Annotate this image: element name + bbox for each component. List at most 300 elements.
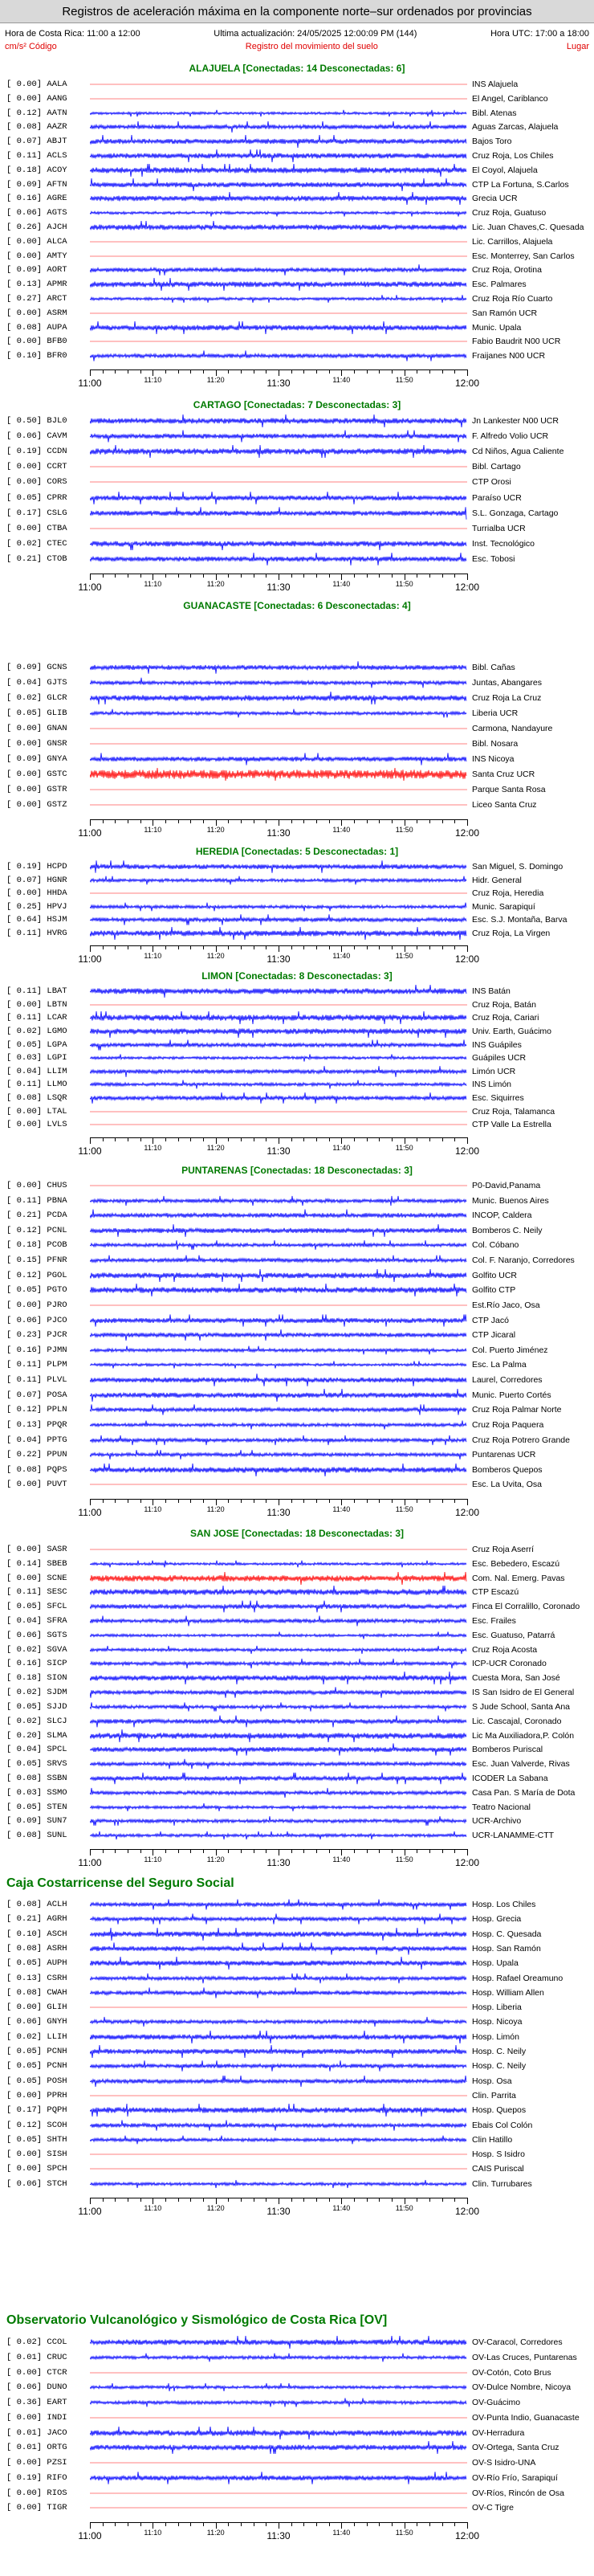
station-location: Lic. Juan Chaves,C. Quesada bbox=[472, 222, 584, 232]
axis-label: 11:20 bbox=[206, 826, 225, 834]
station-code: [ 0.07] ABJT bbox=[6, 137, 67, 147]
seismic-trace bbox=[90, 1268, 467, 1283]
station-code: [ 0.02] LGMO bbox=[6, 1026, 67, 1036]
station-row[interactable] bbox=[6, 886, 592, 900]
seismic-trace bbox=[90, 2380, 467, 2394]
station-row[interactable] bbox=[6, 134, 592, 149]
seismic-trace bbox=[90, 1402, 467, 1417]
axis-label: 11:10 bbox=[144, 580, 162, 588]
section-title: CARTAGO [Conectadas: 7 Desconectadas: 3] bbox=[193, 399, 401, 410]
utc-time: Hora UTC: 17:00 a 18:00 bbox=[490, 29, 589, 39]
station-row[interactable] bbox=[6, 1571, 592, 1586]
section-title: GUANACASTE [Conectadas: 6 Desconectadas: 4] bbox=[183, 600, 411, 611]
station-row[interactable] bbox=[6, 926, 592, 941]
station-row[interactable] bbox=[6, 1729, 592, 1743]
seismic-trace bbox=[90, 859, 467, 874]
seismic-trace bbox=[90, 798, 467, 812]
station-row[interactable] bbox=[6, 2440, 592, 2455]
seismic-trace bbox=[90, 1194, 467, 1208]
station-row[interactable] bbox=[6, 2088, 592, 2103]
station-row[interactable] bbox=[6, 1418, 592, 1432]
seismic-trace bbox=[90, 1447, 467, 1462]
station-row[interactable] bbox=[6, 1373, 592, 1387]
axis-label: 11:50 bbox=[395, 1144, 413, 1152]
seismic-trace bbox=[90, 998, 467, 1012]
station-code: [ 0.11] SESC bbox=[6, 1587, 67, 1598]
seismic-trace bbox=[90, 2366, 467, 2380]
station-row[interactable] bbox=[6, 263, 592, 277]
station-location: Esc. La Palma bbox=[472, 1360, 527, 1370]
station-code: [ 0.06] DUNO bbox=[6, 2382, 67, 2393]
station-row[interactable] bbox=[6, 2118, 592, 2133]
station-row[interactable] bbox=[6, 235, 592, 249]
station-location: Univ. Earth, Guácimo bbox=[472, 1026, 552, 1036]
station-row[interactable] bbox=[6, 1557, 592, 1571]
station-row[interactable] bbox=[6, 1238, 592, 1252]
station-row[interactable] bbox=[6, 206, 592, 220]
station-row[interactable] bbox=[6, 1828, 592, 1843]
seismic-trace bbox=[90, 220, 467, 235]
station-row[interactable] bbox=[6, 2335, 592, 2349]
station-location: Cruz Roja, La Virgen bbox=[472, 928, 551, 938]
station-row[interactable] bbox=[6, 1298, 592, 1312]
station-row[interactable] bbox=[6, 92, 592, 106]
station-row[interactable] bbox=[6, 521, 592, 536]
seismic-trace bbox=[90, 1786, 467, 1800]
station-row[interactable] bbox=[6, 998, 592, 1012]
station-row[interactable] bbox=[6, 737, 592, 751]
station-row[interactable] bbox=[6, 1585, 592, 1599]
station-row[interactable] bbox=[6, 1771, 592, 1786]
station-row[interactable] bbox=[6, 414, 592, 428]
station-location: Col. F. Naranjo, Corredores bbox=[472, 1255, 575, 1266]
seismic-trace bbox=[90, 2335, 467, 2349]
station-row[interactable] bbox=[6, 1971, 592, 1986]
station-row[interactable] bbox=[6, 537, 592, 551]
station-row[interactable] bbox=[6, 2380, 592, 2394]
station-row[interactable] bbox=[6, 1542, 592, 1557]
station-row[interactable] bbox=[6, 1051, 592, 1065]
station-location: Hosp. William Allen bbox=[472, 1987, 544, 1998]
station-row[interactable] bbox=[6, 1941, 592, 1956]
seismic-trace bbox=[90, 2103, 467, 2117]
axis-label: 11:40 bbox=[332, 826, 351, 834]
seismic-trace bbox=[90, 2486, 467, 2500]
seismic-trace bbox=[90, 1208, 467, 1223]
station-location: F. Alfredo Volio UCR bbox=[472, 431, 549, 442]
station-code: [ 0.00] CCRT bbox=[6, 462, 67, 472]
station-row[interactable] bbox=[6, 1010, 592, 1025]
station-row[interactable] bbox=[6, 77, 592, 92]
station-row[interactable] bbox=[6, 2147, 592, 2162]
station-location: Aguas Zarcas, Alajuela bbox=[472, 122, 559, 133]
station-code: [ 0.08] CWAH bbox=[6, 1987, 67, 1998]
station-row[interactable] bbox=[6, 1104, 592, 1119]
station-code: [ 0.11] LLMO bbox=[6, 1080, 67, 1090]
station-code: [ 0.08] ASRH bbox=[6, 1943, 67, 1953]
seismic-trace bbox=[90, 1077, 467, 1092]
station-location: OV-C Tigre bbox=[472, 2503, 514, 2513]
seismic-trace bbox=[90, 1828, 467, 1843]
station-row[interactable] bbox=[6, 1283, 592, 1297]
seismic-trace bbox=[90, 1091, 467, 1105]
station-row[interactable] bbox=[6, 249, 592, 263]
station-code: [ 0.04] GJTS bbox=[6, 678, 67, 688]
station-location: Hosp. S Isidro bbox=[472, 2149, 525, 2160]
station-row[interactable] bbox=[6, 1064, 592, 1079]
station-row[interactable] bbox=[6, 1024, 592, 1039]
station-row[interactable] bbox=[6, 1671, 592, 1685]
station-location: Clin Hatillo bbox=[472, 2134, 513, 2145]
station-code: [ 0.13] PPQR bbox=[6, 1419, 67, 1430]
costa-rica-time: Hora de Costa Rica: 11:00 a 12:00 bbox=[5, 29, 140, 39]
axis-label: 12:00 bbox=[454, 582, 480, 593]
station-code: [ 0.06] SGTS bbox=[6, 1630, 67, 1640]
station-code: [ 0.08] ACLH bbox=[6, 1900, 67, 1909]
station-row[interactable] bbox=[6, 1117, 592, 1132]
station-row[interactable] bbox=[6, 459, 592, 474]
record-label: Registro del movimiento del suelo bbox=[245, 42, 378, 51]
station-row[interactable] bbox=[6, 2015, 592, 2029]
station-code: [ 0.05] LGPA bbox=[6, 1039, 67, 1050]
station-location: Clin. Parrita bbox=[472, 2090, 516, 2100]
station-code: [ 0.15] PFNR bbox=[6, 1255, 67, 1266]
station-location: Hosp. Los Chiles bbox=[472, 1900, 536, 1909]
station-row[interactable] bbox=[6, 1897, 592, 1912]
station-row[interactable] bbox=[6, 2486, 592, 2500]
station-row[interactable] bbox=[6, 1599, 592, 1614]
station-code: [ 0.11] LCAR bbox=[6, 1013, 67, 1023]
station-location: Hosp. Limón bbox=[472, 2031, 519, 2042]
station-row[interactable] bbox=[6, 191, 592, 206]
station-code: [ 0.12] SCOH bbox=[6, 2120, 67, 2130]
station-code: [ 0.01] ORTG bbox=[6, 2443, 67, 2453]
station-location: Cruz Roja Potrero Grande bbox=[472, 1435, 570, 1445]
seismic-trace bbox=[90, 1557, 467, 1571]
axis-label: 11:40 bbox=[332, 2529, 351, 2537]
station-row[interactable] bbox=[6, 1357, 592, 1372]
station-row[interactable] bbox=[6, 1742, 592, 1757]
station-code: [ 0.10] BFR0 bbox=[6, 351, 67, 361]
station-code: [ 0.06] GNYH bbox=[6, 2017, 67, 2027]
station-location: Teatro Nacional bbox=[472, 1802, 531, 1812]
station-code: [ 0.01] CRUC bbox=[6, 2352, 67, 2362]
station-row[interactable] bbox=[6, 349, 592, 363]
station-row[interactable] bbox=[6, 752, 592, 766]
station-row[interactable] bbox=[6, 900, 592, 914]
station-row[interactable] bbox=[6, 1463, 592, 1477]
seismic-trace bbox=[90, 1283, 467, 1297]
station-code: [ 0.09] SUN7 bbox=[6, 1816, 67, 1827]
station-code: [ 0.09] GNYA bbox=[6, 754, 67, 764]
axis-label: 11:00 bbox=[78, 953, 102, 965]
station-row[interactable] bbox=[6, 1656, 592, 1671]
seismic-trace bbox=[90, 2350, 467, 2365]
station-location: Bibl. Atenas bbox=[472, 108, 517, 118]
station-row[interactable] bbox=[6, 1714, 592, 1729]
station-row[interactable] bbox=[6, 2350, 592, 2365]
station-code: [ 0.00] GSTZ bbox=[6, 800, 67, 810]
station-row[interactable] bbox=[6, 149, 592, 163]
seismic-trace bbox=[90, 459, 467, 474]
station-code: [ 0.21] PCDA bbox=[6, 1210, 67, 1221]
station-row[interactable] bbox=[6, 2500, 592, 2515]
station-row[interactable] bbox=[6, 984, 592, 998]
station-row[interactable] bbox=[6, 676, 592, 690]
axis-label: 11:00 bbox=[78, 1857, 102, 1868]
station-row[interactable] bbox=[6, 706, 592, 721]
axis-label: 11:30 bbox=[266, 582, 291, 593]
time-axis bbox=[78, 1499, 480, 1523]
station-row[interactable] bbox=[6, 220, 592, 235]
axis-label: 12:00 bbox=[454, 1507, 480, 1518]
station-row[interactable] bbox=[6, 859, 592, 874]
seismic-trace bbox=[90, 1253, 467, 1268]
station-code: [ 0.06] AGTS bbox=[6, 208, 67, 218]
station-row[interactable] bbox=[6, 552, 592, 566]
station-code: [ 0.16] PJMN bbox=[6, 1345, 67, 1355]
station-row[interactable] bbox=[6, 163, 592, 178]
station-row[interactable] bbox=[6, 782, 592, 797]
station-row[interactable] bbox=[6, 660, 592, 675]
station-row[interactable] bbox=[6, 798, 592, 812]
station-row[interactable] bbox=[6, 912, 592, 927]
station-code: [ 0.05] PCNH bbox=[6, 2061, 67, 2072]
station-row[interactable] bbox=[6, 1700, 592, 1714]
station-location: Guápiles UCR bbox=[472, 1053, 527, 1063]
seismic-trace bbox=[90, 676, 467, 690]
station-code: [ 0.00] PPRH bbox=[6, 2090, 67, 2100]
station-row[interactable] bbox=[6, 475, 592, 489]
station-row[interactable] bbox=[6, 767, 592, 782]
station-row[interactable] bbox=[6, 1313, 592, 1328]
station-row[interactable] bbox=[6, 1268, 592, 1283]
seismic-trace bbox=[90, 1223, 467, 1238]
station-row[interactable] bbox=[6, 491, 592, 505]
seismic-trace bbox=[90, 1700, 467, 1714]
station-row[interactable] bbox=[6, 277, 592, 292]
seismic-trace bbox=[90, 1343, 467, 1357]
seismic-trace bbox=[90, 521, 467, 536]
station-row[interactable] bbox=[6, 1253, 592, 1268]
station-location: Finca El Corralillo, Coronado bbox=[472, 1602, 580, 1612]
station-row[interactable] bbox=[6, 1643, 592, 1657]
station-row[interactable] bbox=[6, 1038, 592, 1052]
station-code: [ 0.13] APMR bbox=[6, 280, 67, 290]
station-code: [ 0.02] GLCR bbox=[6, 693, 67, 703]
station-row[interactable] bbox=[6, 2471, 592, 2485]
seismic-trace bbox=[90, 1986, 467, 2000]
station-row[interactable] bbox=[6, 1447, 592, 1462]
station-location: INS Nicoya bbox=[472, 754, 515, 764]
station-row[interactable] bbox=[6, 1628, 592, 1643]
station-row[interactable] bbox=[6, 2395, 592, 2410]
station-row[interactable] bbox=[6, 1194, 592, 1208]
station-location: Est.Río Jaco, Osa bbox=[472, 1300, 540, 1310]
station-location: Puntarenas UCR bbox=[472, 1450, 536, 1460]
station-location: Cruz Roja, Heredia bbox=[472, 888, 544, 898]
station-location: OV-Herradura bbox=[472, 2427, 525, 2438]
time-axis bbox=[78, 2198, 480, 2222]
station-row[interactable] bbox=[6, 2411, 592, 2425]
station-row[interactable] bbox=[6, 306, 592, 320]
station-code: [ 0.00] PUVT bbox=[6, 1480, 67, 1490]
seismic-trace bbox=[90, 1956, 467, 1970]
station-row[interactable] bbox=[6, 1328, 592, 1342]
axis-label: 11:20 bbox=[206, 2529, 225, 2537]
station-row[interactable] bbox=[6, 2426, 592, 2440]
station-location: ICP-UCR Coronado bbox=[472, 1659, 547, 1669]
station-location: OV-S Isidro-UNA bbox=[472, 2458, 536, 2468]
station-row[interactable] bbox=[6, 2366, 592, 2380]
axis-label: 11:50 bbox=[395, 1505, 413, 1513]
axis-label: 12:00 bbox=[454, 378, 480, 389]
station-row[interactable] bbox=[6, 2133, 592, 2147]
station-location: Esc. Tobosi bbox=[472, 553, 515, 564]
station-row[interactable] bbox=[6, 320, 592, 335]
station-location: OV-Caracol, Corredores bbox=[472, 2337, 563, 2347]
axis-label: 11:30 bbox=[266, 2206, 291, 2217]
station-row[interactable] bbox=[6, 2030, 592, 2044]
station-code: [ 0.00] RIOS bbox=[6, 2488, 67, 2498]
seismic-trace bbox=[90, 552, 467, 566]
station-row[interactable] bbox=[6, 1685, 592, 1700]
station-row[interactable] bbox=[6, 2456, 592, 2470]
axis-label: 11:00 bbox=[78, 2530, 102, 2541]
seismic-trace bbox=[90, 1599, 467, 1614]
station-code: [ 0.00] LTAL bbox=[6, 1106, 67, 1117]
station-row[interactable] bbox=[6, 1614, 592, 1628]
station-code: [ 0.19] RIFO bbox=[6, 2472, 67, 2483]
station-row[interactable] bbox=[6, 1343, 592, 1357]
station-row[interactable] bbox=[6, 1402, 592, 1417]
station-code: [ 0.00] ALCA bbox=[6, 236, 67, 247]
station-location: Hidr. General bbox=[472, 875, 522, 885]
seismic-trace bbox=[90, 1542, 467, 1557]
section-title: Caja Costarricense del Seguro Social bbox=[6, 1876, 234, 1890]
station-location: El Coyol, Alajuela bbox=[472, 165, 538, 175]
station-code: [ 0.00] GSTR bbox=[6, 785, 67, 794]
station-row[interactable] bbox=[6, 1208, 592, 1223]
seismic-trace bbox=[90, 1477, 467, 1492]
station-row[interactable] bbox=[6, 1912, 592, 1926]
axis-label: 11:30 bbox=[266, 1507, 291, 1518]
seismic-trace bbox=[90, 1313, 467, 1328]
station-code: [ 0.02] CTEC bbox=[6, 538, 67, 549]
station-row[interactable] bbox=[6, 444, 592, 459]
station-row[interactable] bbox=[6, 292, 592, 306]
station-row[interactable] bbox=[6, 1757, 592, 1771]
station-code: [ 0.00] GSTC bbox=[6, 770, 67, 779]
station-row[interactable] bbox=[6, 178, 592, 192]
station-row[interactable] bbox=[6, 334, 592, 349]
station-row[interactable] bbox=[6, 1800, 592, 1815]
station-row[interactable] bbox=[6, 506, 592, 521]
station-location: Turrialba UCR bbox=[472, 523, 526, 533]
station-row[interactable] bbox=[6, 120, 592, 134]
seismic-trace bbox=[90, 120, 467, 134]
station-location: Paraíso UCR bbox=[472, 492, 522, 503]
axis-label: 11:10 bbox=[144, 2529, 162, 2537]
station-code: [ 0.08] AUPA bbox=[6, 322, 67, 333]
time-axis bbox=[78, 1137, 480, 1161]
station-location: Cd Niños, Agua Caliente bbox=[472, 447, 564, 457]
station-location: Hosp. San Ramón bbox=[472, 1943, 541, 1953]
station-row[interactable] bbox=[6, 691, 592, 705]
station-row[interactable] bbox=[6, 873, 592, 888]
station-code: [ 0.16] SICP bbox=[6, 1659, 67, 1669]
station-code: [ 0.50] BJL0 bbox=[6, 416, 67, 426]
station-location: Hosp. Upala bbox=[472, 1958, 519, 1969]
station-row[interactable] bbox=[6, 2103, 592, 2117]
station-code: [ 0.11] PBNA bbox=[6, 1195, 67, 1206]
station-row[interactable] bbox=[6, 429, 592, 443]
station-row[interactable] bbox=[6, 1477, 592, 1492]
station-row[interactable] bbox=[6, 1956, 592, 1970]
axis-label: 11:10 bbox=[144, 376, 162, 384]
station-code: [ 0.00] GNSR bbox=[6, 739, 67, 749]
station-row[interactable] bbox=[6, 2000, 592, 2015]
station-location: Col. Cóbano bbox=[472, 1240, 519, 1251]
station-row[interactable] bbox=[6, 106, 592, 120]
station-code: [ 0.36] EART bbox=[6, 2398, 67, 2407]
axis-label: 11:00 bbox=[78, 2206, 102, 2217]
seismic-trace bbox=[90, 106, 467, 120]
station-location: Clin. Turrubares bbox=[472, 2178, 532, 2189]
station-location: Esc. Juan Valverde, Rivas bbox=[472, 1759, 570, 1770]
station-row[interactable] bbox=[6, 2162, 592, 2176]
seismic-trace bbox=[90, 1298, 467, 1312]
station-row[interactable] bbox=[6, 1223, 592, 1238]
seismic-trace bbox=[90, 1433, 467, 1447]
station-row[interactable] bbox=[6, 1927, 592, 1941]
station-row[interactable] bbox=[6, 1433, 592, 1447]
station-row[interactable] bbox=[6, 1986, 592, 2000]
time-axis bbox=[78, 574, 480, 598]
station-row[interactable] bbox=[6, 1091, 592, 1105]
station-code: [ 0.00] SISH bbox=[6, 2149, 67, 2160]
axis-label: 11:40 bbox=[332, 1505, 351, 1513]
station-row[interactable] bbox=[6, 1077, 592, 1092]
station-location: Cruz Roja Acosta bbox=[472, 1644, 538, 1655]
station-code: [ 0.00] GLIH bbox=[6, 2002, 67, 2013]
station-location: ICODER La Sabana bbox=[472, 1773, 548, 1783]
station-code: [ 0.05] PGTO bbox=[6, 1285, 67, 1296]
axis-label: 11:20 bbox=[206, 376, 225, 384]
station-location: Hosp. C. Neily bbox=[472, 2061, 527, 2072]
station-code: [ 0.20] SLMA bbox=[6, 1730, 67, 1741]
axis-label: 12:00 bbox=[454, 1857, 480, 1868]
seismic-trace bbox=[90, 2395, 467, 2410]
station-code: [ 0.05] STEN bbox=[6, 1802, 67, 1812]
station-code: [ 0.04] SFRA bbox=[6, 1616, 67, 1627]
station-row[interactable] bbox=[6, 2177, 592, 2191]
station-row[interactable] bbox=[6, 1786, 592, 1800]
seismic-trace bbox=[90, 475, 467, 489]
station-location: Limón UCR bbox=[472, 1066, 516, 1076]
station-row[interactable] bbox=[6, 721, 592, 736]
station-row[interactable] bbox=[6, 1814, 592, 1828]
axis-label: 11:40 bbox=[332, 580, 351, 588]
seismic-trace bbox=[90, 334, 467, 349]
station-row[interactable] bbox=[6, 1178, 592, 1193]
station-row[interactable] bbox=[6, 2074, 592, 2088]
station-row[interactable] bbox=[6, 1388, 592, 1402]
station-row[interactable] bbox=[6, 2059, 592, 2073]
station-row[interactable] bbox=[6, 2044, 592, 2059]
seismic-trace bbox=[90, 2177, 467, 2191]
station-location: INS Batán bbox=[472, 986, 511, 996]
